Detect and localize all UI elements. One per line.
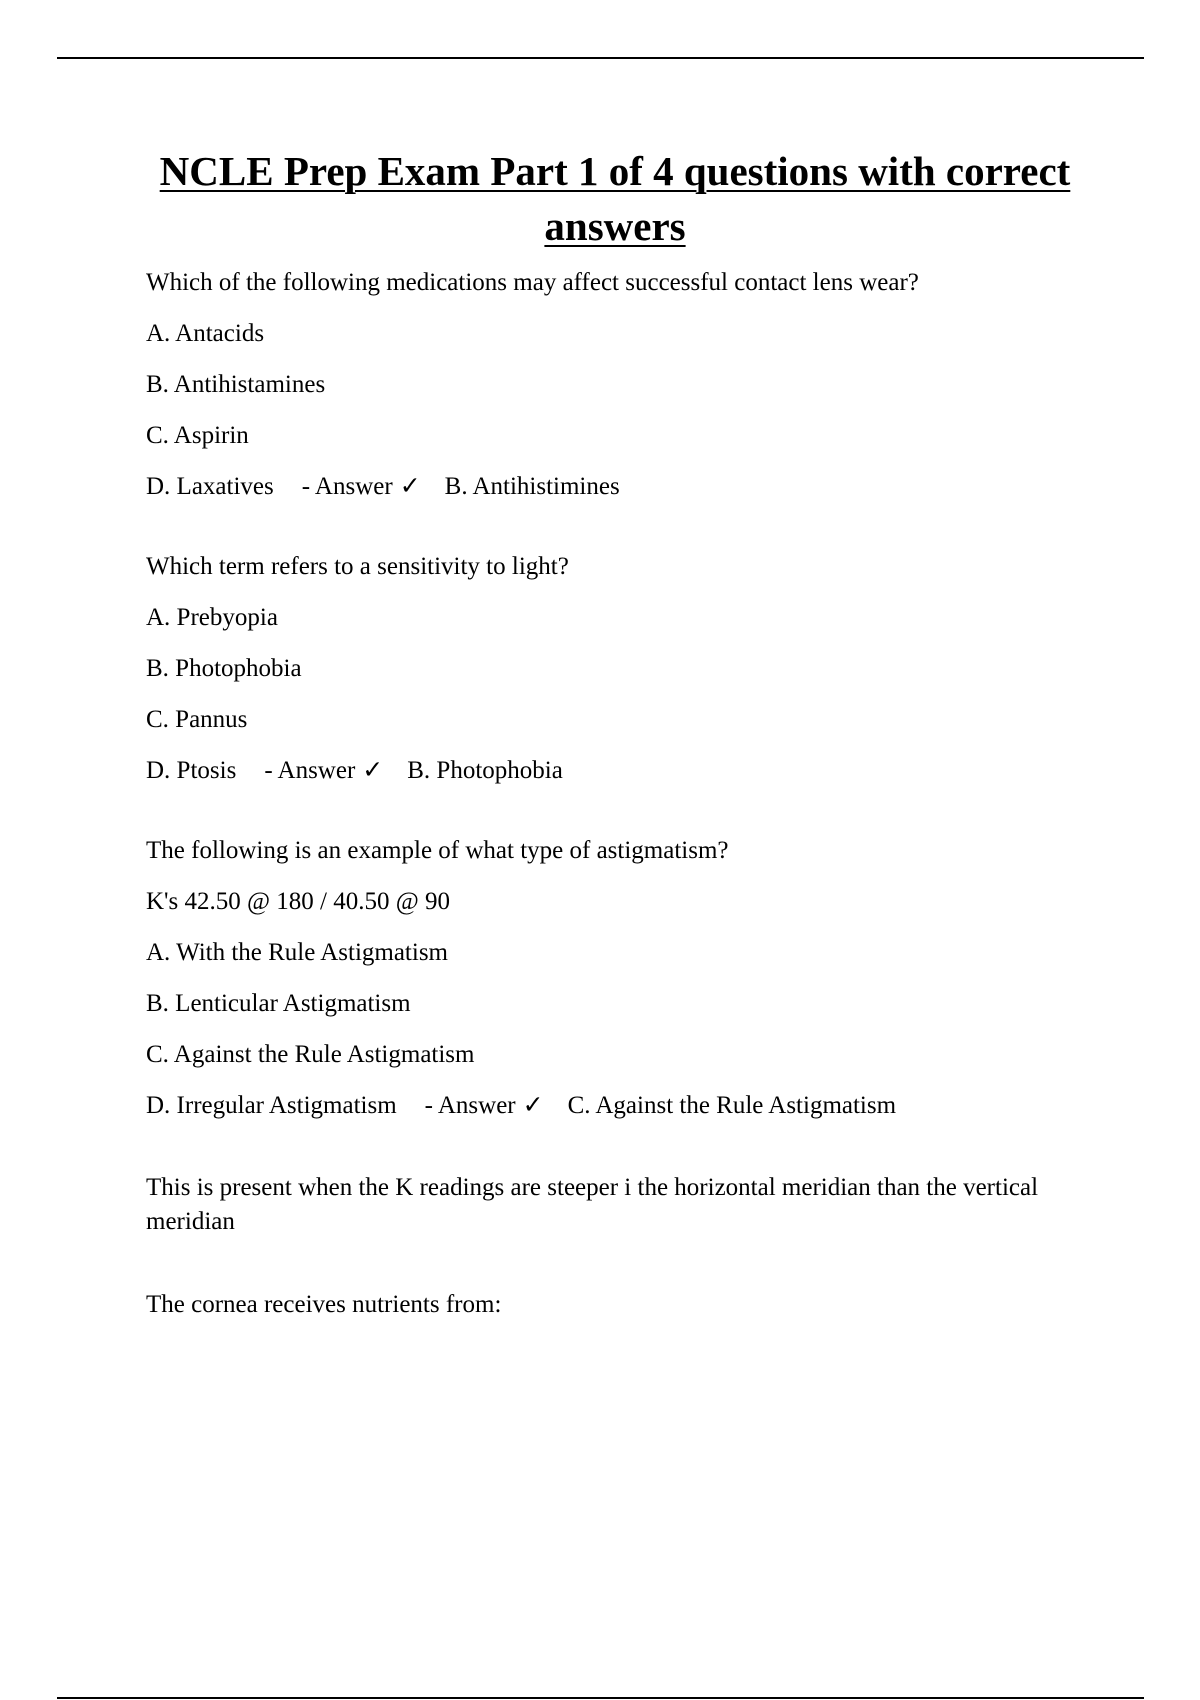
answer-line [146, 472, 1081, 501]
question-1 [146, 268, 1081, 501]
option-d: D. Ptosis [146, 757, 237, 784]
correct-answer: C. Against the Rule Astigmatism [567, 1092, 897, 1119]
option-b: B. Antihistamines [146, 371, 326, 398]
option-c: C. Aspirin [146, 422, 249, 449]
option-c: C. Against the Rule Astigmatism [146, 1041, 475, 1068]
option-a: A. Prebyopia [146, 604, 278, 631]
question-detail: K's 42.50 @ 180 / 40.50 @ 90 [146, 888, 451, 915]
question-prompt: The following is an example of what type of astigmatism? [146, 837, 729, 864]
checkmark-icon: ✓ [362, 757, 384, 784]
question-prompt: Which of the following medications may affect successful contact lens wear? [146, 269, 919, 296]
top-rule [57, 57, 1144, 59]
option-b: B. Lenticular Astigmatism [146, 990, 411, 1017]
checkmark-icon: ✓ [522, 1092, 544, 1119]
document-body [146, 268, 1081, 1319]
checkmark-icon: ✓ [399, 473, 421, 500]
page-title: NCLE Prep Exam Part 1 of 4 questions with correct answers [159, 148, 1071, 249]
option-a: A. Antacids [146, 320, 265, 347]
answer-label: - Answer [301, 473, 393, 500]
answer-line [146, 756, 1081, 785]
question-3 [146, 836, 1081, 1120]
option-a: A. With the Rule Astigmatism [146, 939, 449, 966]
bottom-rule [57, 1697, 1144, 1699]
question-2 [146, 552, 1081, 785]
answer-line [146, 1091, 1081, 1120]
question-prompt: Which term refers to a sensitivity to light? [146, 553, 569, 580]
question-prompt: The cornea receives nutrients from: [146, 1291, 502, 1318]
option-c: C. Pannus [146, 706, 248, 733]
question-prompt: This is present when the K readings are steeper i the horizontal meridian than the vertical meridian [146, 1174, 1039, 1235]
answer-label: - Answer [264, 757, 356, 784]
question-5 [146, 1290, 1081, 1319]
question-4 [146, 1171, 1081, 1239]
correct-answer: B. Photophobia [407, 757, 563, 784]
correct-answer: B. Antihistimines [444, 473, 620, 500]
option-b: B. Photophobia [146, 655, 302, 682]
option-d: D. Irregular Astigmatism [146, 1092, 397, 1119]
option-d: D. Laxatives [146, 473, 274, 500]
answer-label: - Answer [424, 1092, 516, 1119]
